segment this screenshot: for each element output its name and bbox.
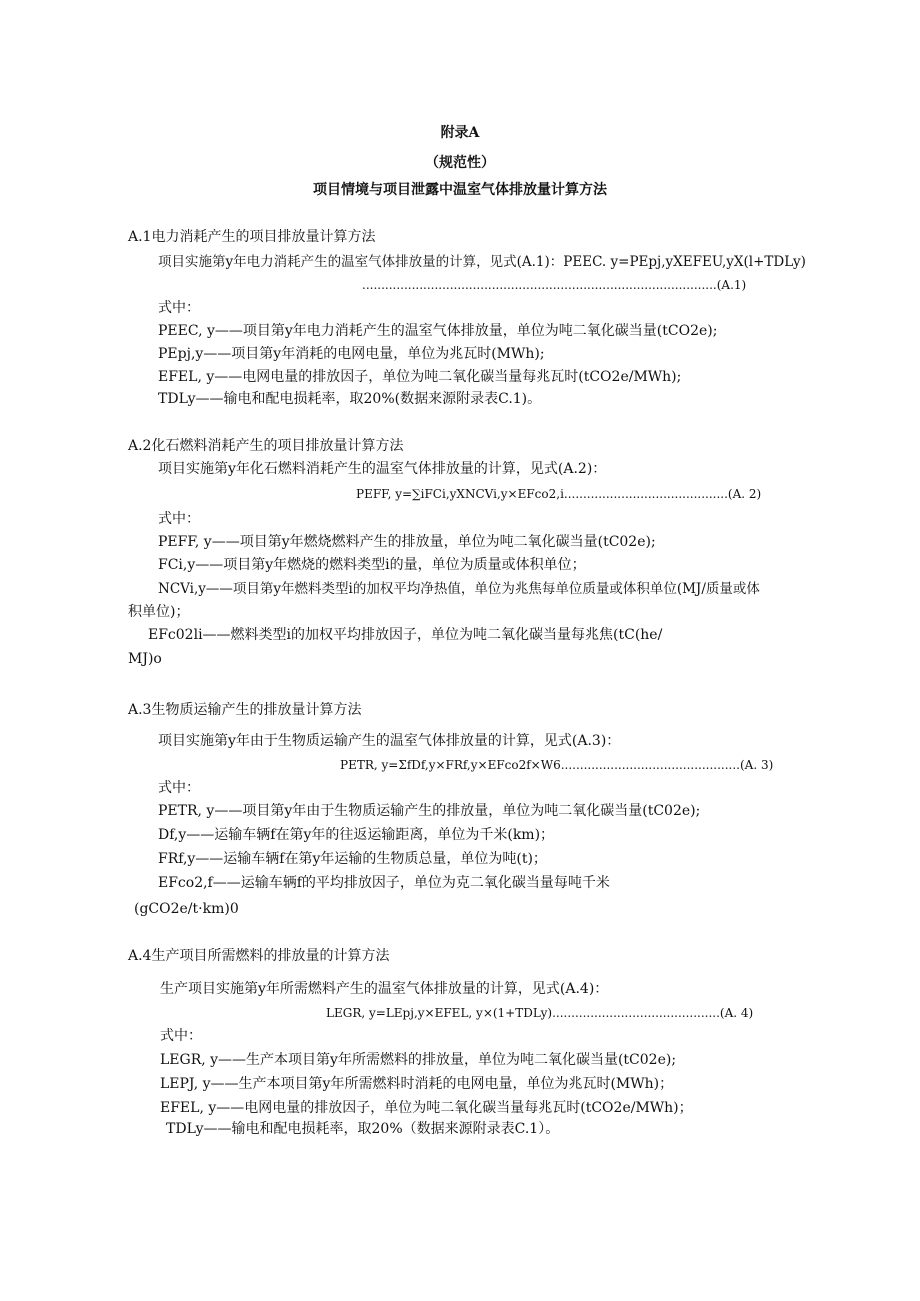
a3-equation: PETR, y=ΣfDf,y×FRf,y×EFco2f×W6...............................................(A. 3)	[340, 758, 774, 772]
section-heading-a1: A.1电力消耗产生的项目排放量计算方法	[128, 229, 376, 245]
a3-where: 式中：	[158, 780, 200, 796]
appendix-label: 附录A	[440, 125, 480, 141]
a4-definition: EFEL, y——电网电量的排放因子，单位为吨二氧化碳当量每兆瓦时(tCO2e/MWh)；	[160, 1100, 693, 1116]
a2-definition: NCVi,y——项目第y年燃料类型i的加权平均净热值，单位为兆焦每单位质量或体积单位(MJ/质量或体	[158, 581, 760, 597]
a4-where: 式中：	[160, 1028, 202, 1044]
section-heading-a2: A.2化石燃料消耗产生的项目排放量计算方法	[128, 438, 404, 454]
a4-intro: 生产项目实施第y年所需燃料产生的温室气体排放量的计算，见式(A.4)：	[160, 981, 609, 997]
a4-definition: TDLy——输电和配电损耗率，取20%（数据来源附录表C.1）。	[166, 1121, 560, 1137]
page-title: 项目情境与项目泄露中温室气体排放量计算方法	[313, 182, 607, 198]
a1-definition: PEpj,y——项目第y年消耗的电网电量，单位为兆瓦时(MWh);	[158, 346, 545, 362]
a2-intro: 项目实施第y年化石燃料消耗产生的温室气体排放量的计算，见式(A.2)：	[158, 461, 607, 477]
a2-definition: FCi,y——项目第y年燃烧的燃料类型i的量，单位为质量或体积单位；	[158, 557, 586, 573]
a1-definition: EFEL, y——电网电量的排放因子，单位为吨二氧化碳当量每兆瓦时(tCO2e/MWh);	[158, 369, 682, 385]
a3-definition: Df,y——运输车辆f在第y年的往返运输距离，单位为千米(km)；	[158, 827, 555, 843]
a2-definition: PEFF, y——项目第y年燃烧燃料产生的排放量，单位为吨二氧化碳当量(tC02e);	[158, 534, 656, 550]
section-heading-a4: A.4生产项目所需燃料的排放量的计算方法	[128, 948, 390, 964]
a1-definition: PEEC, y——项目第y年电力消耗产生的温室气体排放量，单位为吨二氧化碳当量(tCO2e);	[158, 323, 718, 339]
a3-definition-continued: (gCO2e/t·km)0	[134, 901, 239, 917]
a2-definition-continued: 积单位)；	[128, 604, 190, 620]
section-heading-a3: A.3生物质运输产生的排放量计算方法	[128, 702, 362, 718]
a2-where: 式中：	[158, 511, 200, 527]
a3-definition: PETR, y——项目第y年由于生物质运输产生的排放量，单位为吨二氧化碳当量(tC02e);	[158, 803, 701, 819]
a1-definition: TDLy——输电和配电损耗率，取20%(数据来源附录表C.1)。	[158, 391, 542, 407]
a4-equation: LEGR, y=LEpj,y×EFEL, y×(1+TDLy)............................................(A. 4)	[326, 1006, 754, 1020]
a1-where: 式中：	[158, 300, 200, 316]
a3-intro: 项目实施第y年由于生物质运输产生的温室气体排放量的计算，见式(A.3)：	[158, 733, 621, 749]
a1-intro: 项目实施第y年电力消耗产生的温室气体排放量的计算，见式(A.1)：PEEC. y=PEpj,yXEFEU,yX(l+TDLy)	[158, 254, 806, 270]
normative-label: （规范性）	[425, 155, 495, 171]
a4-definition: LEGR, y——生产本项目第y年所需燃料的排放量，单位为吨二氧化碳当量(tC02e);	[160, 1052, 677, 1068]
a3-definition: EFco2,f——运输车辆f的平均排放因子，单位为克二氧化碳当量每吨千米	[158, 875, 610, 891]
a2-definition-continued: MJ)o	[128, 651, 162, 667]
a2-equation: PEFF, y=∑iFCi,yXNCVi,y×EFco2,i...........................................(A. 2)	[356, 487, 762, 501]
a1-equation-tail: .............................................................................................(A.1)	[362, 278, 747, 292]
a2-definition: EFc02li——燃料类型i的加权平均排放因子，单位为吨二氧化碳当量每兆焦(tC(he/	[148, 627, 663, 643]
a3-definition: FRf,y——运输车辆f在第y年运输的生物质总量，单位为吨(t)；	[158, 851, 547, 867]
a4-definition: LEPJ, y——生产本项目第y年所需燃料时消耗的电网电量，单位为兆瓦时(MWh)；	[160, 1076, 674, 1092]
